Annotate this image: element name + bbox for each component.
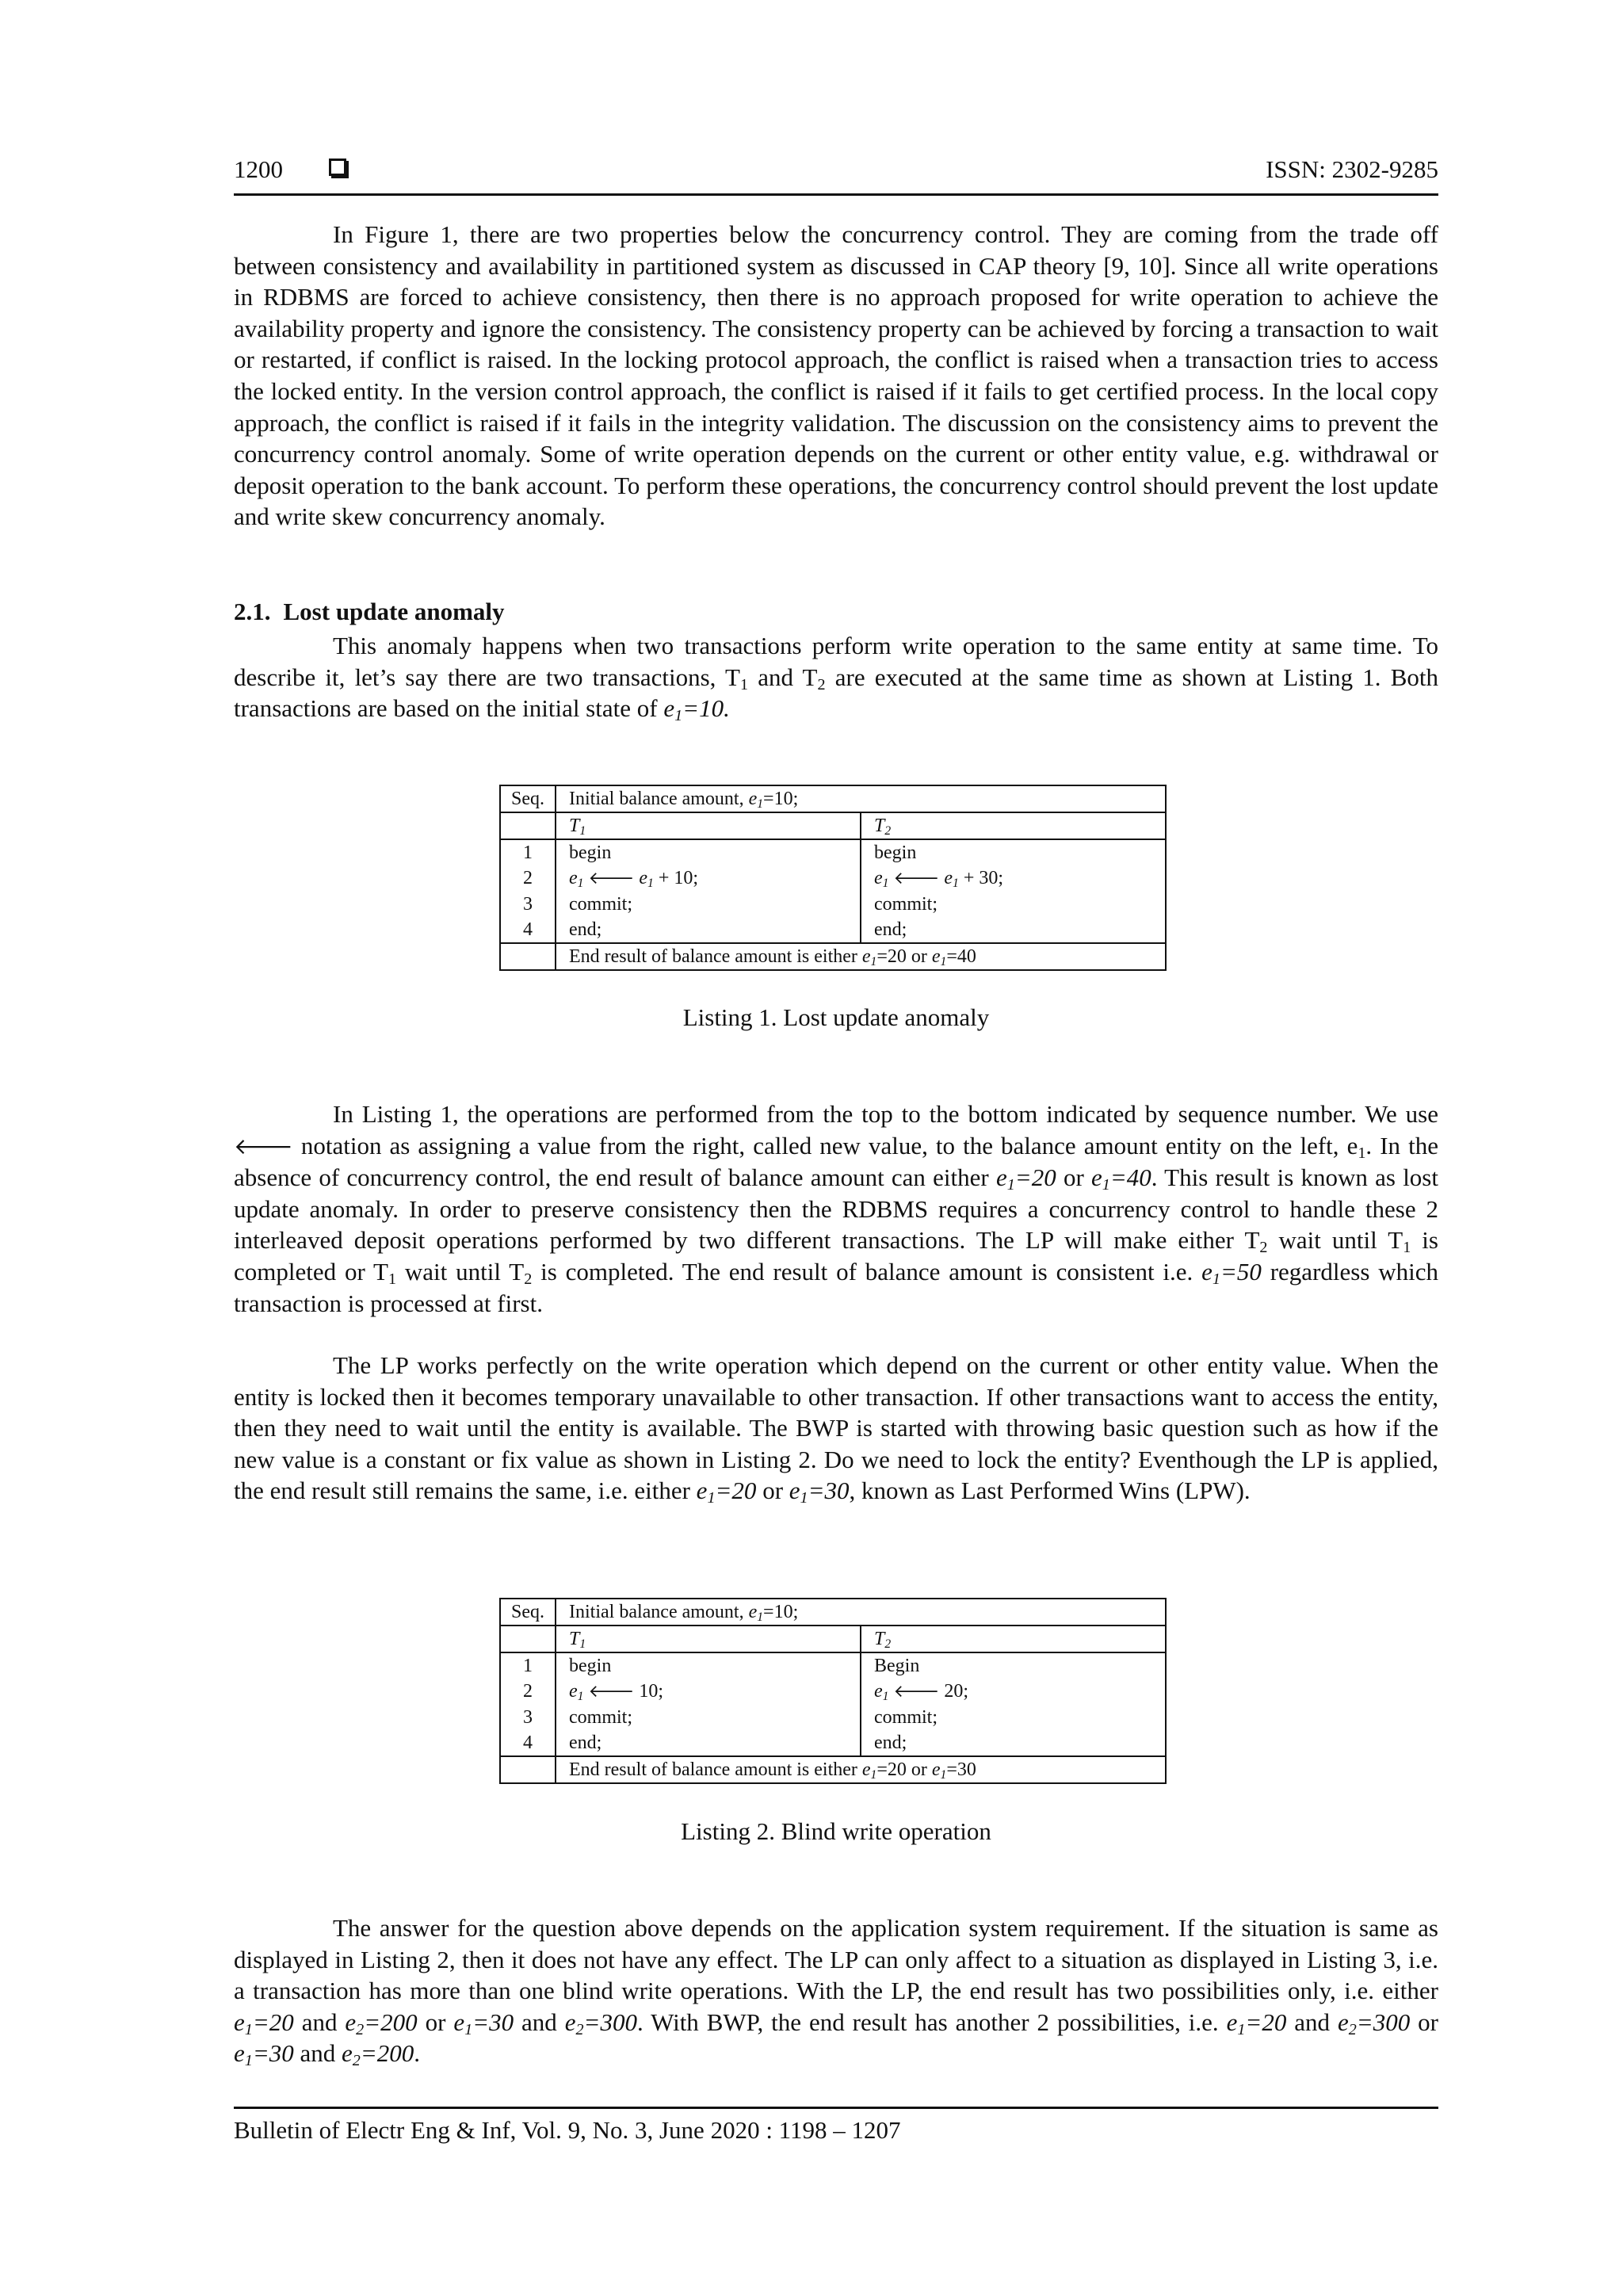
paragraph-5: The answer for the question above depends on the application system requirement. If the situation is same as displayed in Listing 2, then it does not have any effect. The LP can only affect to a situation as displayed in Listing 3, i.e. a transaction has more than one blind write operations. With the LP, the end result has two possibilities only, i.e. either $e_1=20$ and $e_2=200$ or $e_1=30$ and $e_2=300$. With BWP, the end result has another 2 possibilities, i.e. $e_1=20$ and $e_2=300$ or $e_1=30$ and $e_2=200$.	[234, 1914, 1438, 2070]
footer-rule	[234, 2107, 1438, 2109]
listing-2-caption: Listing 2. Blind write operation	[681, 1817, 991, 1845]
listing-1-table	[499, 785, 1167, 971]
table-row: $T_1$ $T_2$	[500, 1626, 1166, 1652]
issn: ISSN: 2302-9285	[1266, 155, 1438, 183]
table-row: 3 commit; commit;	[500, 1705, 1166, 1730]
table-row: Seq. Initial balance amount, $e_1=10$;	[500, 785, 1166, 812]
paragraph-2: This anomaly happens when two transactions perform write operation to the same entity at same time. To describe it, let’s say there are two transactions, $T_1$ and $T_2$ are executed at the same time as shown at Listing 1. Both transactions are based on the initial state of $e_1=10$.	[234, 632, 1438, 725]
paragraph-3: In Listing 1, the operations are performed from the top to the bottom indicated by sequence number. We use 🡐 notation as assigning a value from the right, called new value, to the balance amount entity on the left, $e_1$. In the absence of concurrency control, the end result of balance amount can either $e_1=20$ or $e_1=40$. This result is known as lost update anomaly. In order to preserve consistency then the RDBMS requires a concurrency control to handle these 2 interleaved deposit operations performed by two different transactions. The LP will make either $T_2$ wait until $T_1$ is completed or $T_1$ wait until $T_2$ is completed. The end result of balance amount is consistent i.e. $e_1=50$ regardless which transaction is processed at first.	[234, 1100, 1438, 1317]
left-arrow-icon: 🡐	[893, 1682, 940, 1702]
table-row: End result of balance amount is either $e_1=20$ or $e_1=40$	[500, 943, 1166, 970]
table-row: 2 $e_1$ 🡐 $e_1 + 10$; $e_1$ 🡐 $e_1 + 30$;	[500, 865, 1166, 892]
left-arrow-icon: 🡐	[588, 1682, 635, 1702]
page-number: 1200	[234, 155, 283, 183]
table-row: End result of balance amount is either $e_1=20$ or $e_1=30$	[500, 1756, 1166, 1783]
left-arrow-icon: 🡐	[234, 1133, 293, 1159]
listing-1-caption: Listing 1. Lost update anomaly	[682, 1003, 990, 1031]
table-row: 1 begin Begin	[500, 1652, 1166, 1679]
box-icon	[329, 159, 346, 176]
table-row: 1 begin begin	[500, 839, 1166, 865]
listing-2-table	[499, 1598, 1167, 1784]
table-row: Seq. Initial balance amount, $e_1=10$;	[500, 1599, 1166, 1626]
table-row: 3 commit; commit;	[500, 892, 1166, 917]
table-row: 4 end; end;	[500, 1730, 1166, 1756]
page-footer: Bulletin of Electr Eng & Inf, Vol. 9, No. 3, June 2020 : 1198 – 1207	[234, 2116, 901, 2144]
header-rule	[234, 193, 1438, 196]
table-row: 4 end; end;	[500, 917, 1166, 943]
table-row: $T_1$ $T_2$	[500, 812, 1166, 839]
page-header	[234, 155, 1438, 195]
paragraph-4: The LP works perfectly on the write operation which depend on the current or other entity value. When the entity is locked then it becomes temporary unavailable to other transaction. If other transactions want to access the entity, then they need to wait until the entity is available. The BWP is started with throwing basic question such as how if the new value is a constant or fix value as shown in Listing 2. Do we need to lock the entity? Eventhough the LP is applied, the end result still remains the same, i.e. either $e_1=20$ or $e_1=30$, known as Last Performed Wins (LPW).	[234, 1351, 1438, 1507]
table-row: 2 $e_1$ 🡐 10; $e_1$ 🡐 20;	[500, 1679, 1166, 1705]
section-heading: 2.1. Lost update anomaly	[234, 598, 505, 625]
paragraph-1: In Figure 1, there are two properties below the concurrency control. They are coming from the trade off between consistency and availability in partitioned system as discussed in CAP theory [9, 10]. Since all write operations in RDBMS are forced to achieve consistency, then there is no approach proposed for write operation to achieve the availability property and ignore the consistency. The consistency property can be achieved by forcing a transaction to wait or restarted, if conflict is raised. In the locking protocol approach, the conflict is raised when a transaction tries to access the locked entity. In the version control approach, the conflict is raised if it fails to get certified process. In the local copy approach, the conflict is raised if it fails in the integrity validation. The discussion on the consistency aims to prevent the concurrency control anomaly. Some of write operation depends on the current or other entity value, e.g. withdrawal or deposit operation to the bank account. To perform these operations, the concurrency control should prevent the lost update and write skew concurrency anomaly.	[234, 220, 1438, 531]
left-arrow-icon: 🡐	[588, 869, 635, 888]
left-arrow-icon: 🡐	[893, 869, 940, 888]
